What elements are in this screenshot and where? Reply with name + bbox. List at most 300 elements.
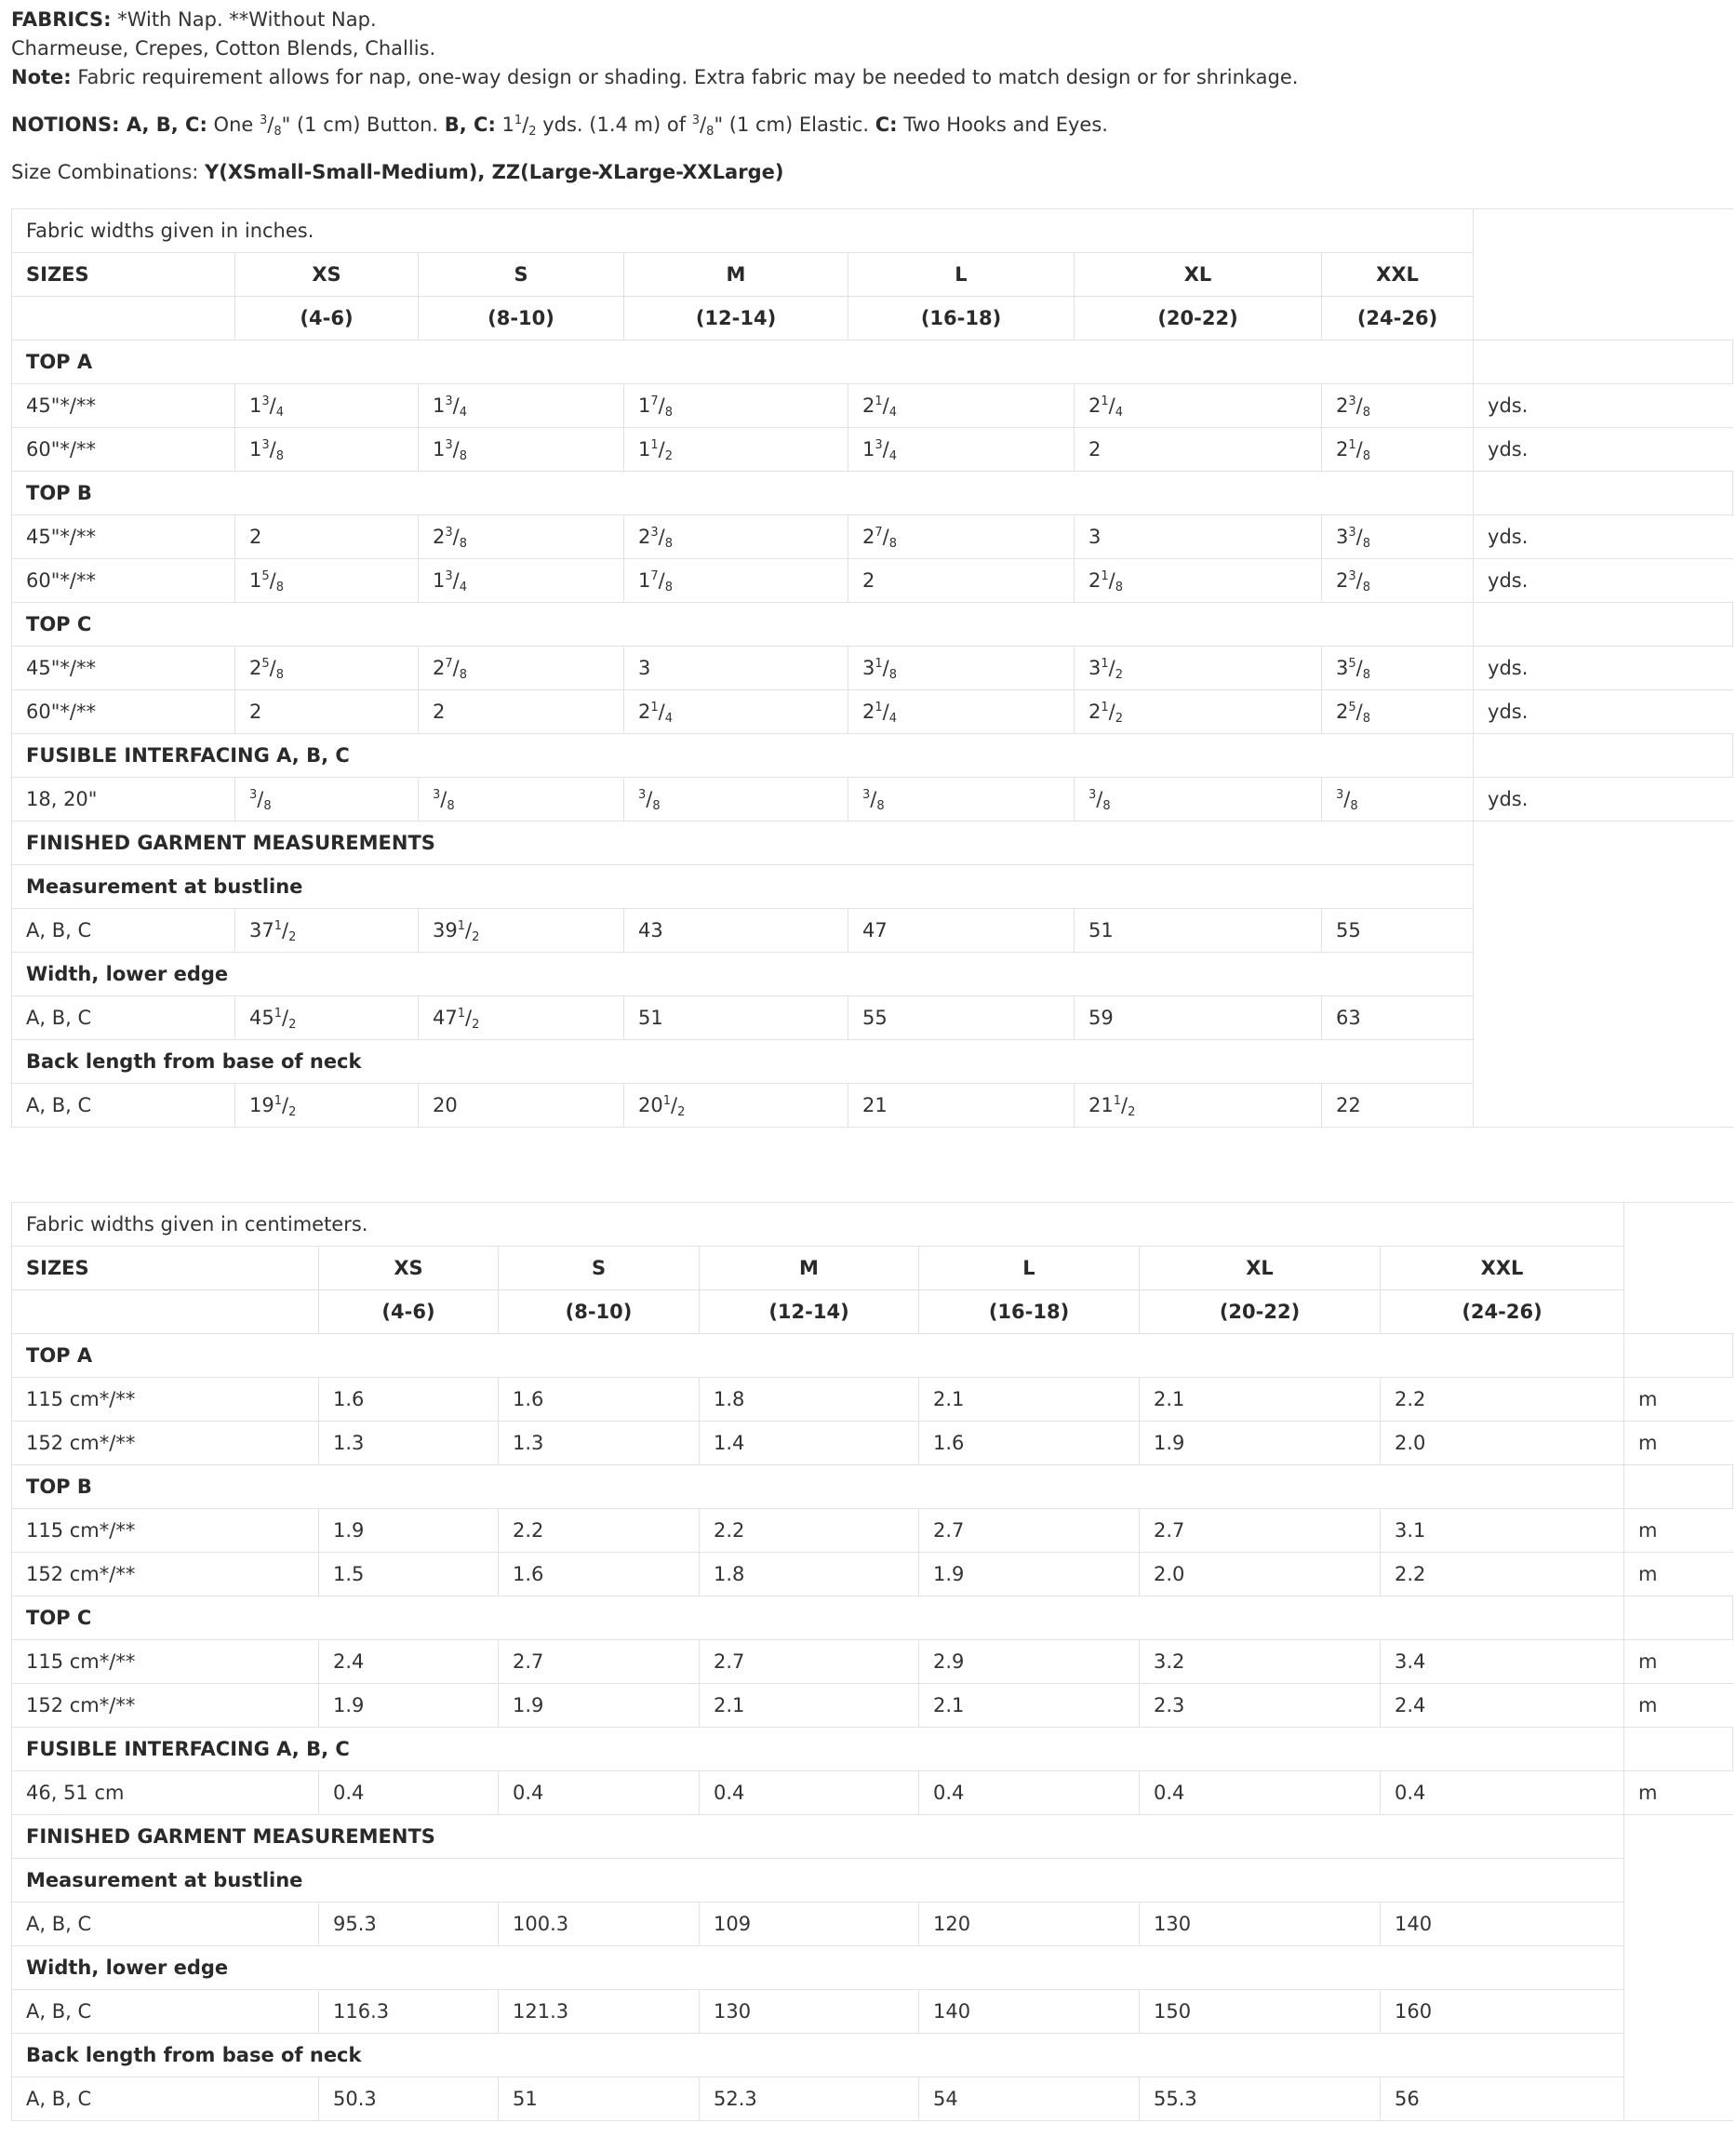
measurement-title: Width, lower edge (12, 953, 1474, 996)
fabric-width-label: 115 cm*/** (12, 1640, 319, 1684)
size-header: M (700, 1247, 919, 1290)
size-range: (20-22) (1075, 297, 1322, 341)
frac-denominator: 2 (1115, 668, 1124, 682)
measurement-value: 55 (1322, 909, 1474, 953)
frac-numerator: 1 (650, 438, 659, 452)
frac-denominator: 8 (706, 125, 714, 139)
yardage-value: 3.2 (1140, 1640, 1381, 1684)
yardage-value: $2^7/_8$ (848, 515, 1075, 559)
measurement-value: $45^1/_2$ (235, 996, 419, 1040)
frac-denominator: 2 (1115, 712, 1124, 726)
yardage-value: 0.4 (1381, 1771, 1624, 1815)
frac-numerator: 3 (445, 526, 453, 540)
size-header: S (419, 253, 624, 297)
fabric-table-inches (11, 208, 1733, 1128)
fabrics-line (11, 6, 1723, 34)
frac-denominator: 8 (1362, 449, 1371, 463)
views-label: A, B, C (12, 909, 235, 953)
frac-denominator: 8 (275, 581, 285, 594)
yardage-value: 2.1 (919, 1378, 1140, 1422)
section-title: TOP B (12, 1465, 1624, 1509)
fabric-width-label: 18, 20" (12, 778, 235, 821)
empty-cell (1474, 341, 1733, 384)
yardage-value: 1.6 (499, 1553, 700, 1596)
measurement-value: 56 (1381, 2077, 1624, 2121)
notions-b-label: B, C: (444, 114, 496, 136)
yardage-value: $^3/_8$ (419, 778, 624, 821)
size-range: (4-6) (235, 297, 419, 341)
table-row (12, 1640, 1733, 1684)
frac-numerator: 3 (862, 788, 871, 802)
frac-denominator: 2 (288, 930, 297, 944)
frac-denominator: 8 (1350, 799, 1358, 813)
yardage-value: 2.9 (919, 1640, 1140, 1684)
yardage-value: $2^1/_2$ (1075, 690, 1322, 734)
yardage-value: $2^3/_8$ (1322, 559, 1474, 603)
frac-denominator: 4 (664, 712, 674, 726)
section-title: FUSIBLE INTERFACING A, B, C (12, 734, 1474, 778)
frac-denominator: 2 (1128, 1105, 1136, 1119)
empty-cell (1624, 1596, 1733, 1640)
section-title-row (12, 341, 1733, 384)
yardage-value: 1.3 (499, 1422, 700, 1465)
yardage-value: $1^3/_4$ (419, 384, 624, 428)
unit-gap-cell (1624, 1815, 1733, 2121)
frac-denominator: 8 (263, 799, 272, 813)
frac-numerator: 3 (445, 569, 453, 583)
size-header: XL (1075, 253, 1322, 297)
measurement-value: 95.3 (319, 1903, 499, 1946)
sizes-header-row (12, 1247, 1733, 1290)
frac-numerator: 5 (261, 569, 270, 583)
yardage-value: 1.9 (319, 1509, 499, 1553)
measurement-title: Width, lower edge (12, 1946, 1624, 1990)
yardage-value: 2.1 (1140, 1378, 1381, 1422)
frac-numerator: 3 (445, 438, 453, 452)
unit-label: m (1624, 1640, 1733, 1684)
frac-denominator: 2 (664, 449, 674, 463)
yardage-value: 2 (848, 559, 1075, 603)
frac-denominator: 8 (1362, 668, 1371, 682)
unit-label: m (1624, 1378, 1733, 1422)
yardage-value: 0.4 (499, 1771, 700, 1815)
frac-denominator: 8 (1102, 799, 1111, 813)
size-header: XS (319, 1247, 499, 1290)
frac-numerator: 7 (445, 657, 453, 671)
size-header: M (624, 253, 848, 297)
yardage-value: 2.7 (1140, 1509, 1381, 1553)
frac-denominator: 2 (288, 1105, 297, 1119)
measurement-value: 121.3 (499, 1990, 700, 2034)
table-caption: Fabric widths given in inches. (12, 209, 1474, 253)
size-range: (16-18) (919, 1290, 1140, 1334)
yardage-value: 1.9 (499, 1684, 700, 1728)
frac-numerator: 3 (650, 526, 659, 540)
fabric-width-label: 152 cm*/** (12, 1422, 319, 1465)
measurement-value: 52.3 (700, 2077, 919, 2121)
yardage-value: 2.4 (1381, 1684, 1624, 1728)
yardage-value: $1^7/_8$ (624, 559, 848, 603)
yardage-value: $^3/_8$ (848, 778, 1075, 821)
frac-denominator: 8 (274, 125, 282, 139)
views-label: A, B, C (12, 996, 235, 1040)
table-row (12, 559, 1733, 603)
measurement-value: 55 (848, 996, 1075, 1040)
measurements-title: FINISHED GARMENT MEASUREMENTS (12, 821, 1474, 865)
yardage-value: $1^1/_2$ (624, 428, 848, 472)
yardage-value: $^3/_8$ (1075, 778, 1322, 821)
frac-denominator: 8 (664, 406, 674, 420)
size-header: L (919, 1247, 1140, 1290)
frac-numerator: 1 (1348, 438, 1356, 452)
frac-denominator: 4 (888, 406, 898, 420)
measurement-title-row (12, 2034, 1733, 2077)
notions-text: " (1 cm) Button. (281, 114, 445, 136)
frac-denominator: 2 (472, 1018, 480, 1032)
yardage-value: $3^5/_8$ (1322, 647, 1474, 690)
yardage-value: 1.9 (1140, 1422, 1381, 1465)
size-combo-label: Size Combinations: (11, 161, 206, 183)
sizes-label: SIZES (12, 253, 235, 297)
section-title: TOP A (12, 341, 1474, 384)
yardage-value: 1.6 (499, 1378, 700, 1422)
measurement-value: 120 (919, 1903, 1140, 1946)
frac-numerator: 3 (1348, 569, 1356, 583)
yardage-value: 2.3 (1140, 1684, 1381, 1728)
size-header: XL (1140, 1247, 1381, 1290)
frac-denominator: 4 (459, 406, 468, 420)
frac-numerator: 7 (650, 569, 659, 583)
unit-label: yds. (1474, 690, 1733, 734)
notions-c-label: C: (875, 114, 898, 136)
frac-denominator: 8 (1362, 712, 1371, 726)
measurement-value: 54 (919, 2077, 1140, 2121)
fabric-width-label: 45"*/** (12, 515, 235, 559)
yardage-value: 0.4 (700, 1771, 919, 1815)
frac-numerator: 5 (1348, 701, 1356, 714)
fabrics-text: *With Nap. **Without Nap. (111, 8, 377, 31)
unit-label: yds. (1474, 515, 1733, 559)
frac-numerator: 1 (1101, 657, 1109, 671)
frac-denominator: 4 (888, 712, 898, 726)
yardage-value: $2^1/_4$ (848, 384, 1075, 428)
frac-numerator: 1 (875, 701, 883, 714)
size-range: (24-26) (1322, 297, 1474, 341)
table-row (12, 690, 1733, 734)
yardage-value: $3^1/_2$ (1075, 647, 1322, 690)
yardage-value: 1.8 (700, 1378, 919, 1422)
measurement-value: $20^1/_2$ (624, 1084, 848, 1128)
unit-label: yds. (1474, 559, 1733, 603)
unit-label: yds. (1474, 428, 1733, 472)
unit-label: m (1624, 1422, 1733, 1465)
yardage-value: $2^3/_8$ (419, 515, 624, 559)
section-title-row (12, 1465, 1733, 1509)
unit-label: yds. (1474, 778, 1733, 821)
frac-denominator: 2 (677, 1105, 686, 1119)
frac-numerator: 1 (514, 114, 523, 127)
section-title: TOP A (12, 1334, 1624, 1378)
frac-denominator: 8 (888, 668, 898, 682)
size-header: L (848, 253, 1075, 297)
fabric-width-label: 115 cm*/** (12, 1378, 319, 1422)
fabric-width-label: 46, 51 cm (12, 1771, 319, 1815)
note-label: Note: (11, 66, 72, 88)
yardage-value: 1.4 (700, 1422, 919, 1465)
frac-numerator: 3 (445, 394, 453, 408)
frac-denominator: 8 (888, 537, 898, 551)
fabric-table-centimeters (11, 1202, 1733, 2121)
yardage-value: $2^1/_4$ (624, 690, 848, 734)
frac-numerator: 3 (433, 788, 441, 802)
unit-label: m (1624, 1684, 1733, 1728)
yardage-value: 2.1 (700, 1684, 919, 1728)
size-combinations-line (11, 158, 1723, 187)
measurement-value: 51 (499, 2077, 700, 2121)
size-range: (24-26) (1381, 1290, 1624, 1334)
notions-text: Two Hooks and Eyes. (897, 114, 1108, 136)
empty-cell (12, 1290, 319, 1334)
frac-numerator: 5 (1348, 657, 1356, 671)
yardage-value: $1^3/_4$ (419, 559, 624, 603)
measurement-value: 51 (1075, 909, 1322, 953)
measurement-value: 63 (1322, 996, 1474, 1040)
measurements-title: FINISHED GARMENT MEASUREMENTS (12, 1815, 1624, 1859)
frac-numerator: 5 (261, 657, 270, 671)
fabrics-label: FABRICS: (11, 8, 112, 31)
section-title-row (12, 1596, 1733, 1640)
unit-gap-cell (1474, 821, 1733, 1128)
table-row (12, 1509, 1733, 1553)
measurement-value: 20 (419, 1084, 624, 1128)
size-range: (8-10) (499, 1290, 700, 1334)
measurement-value: 22 (1322, 1084, 1474, 1128)
measurement-title-row (12, 1859, 1733, 1903)
frac-numerator: 3 (261, 394, 270, 408)
yardage-value: 2 (235, 690, 419, 734)
empty-cell (1624, 1334, 1733, 1378)
yardage-value: $^3/_8$ (624, 778, 848, 821)
measurement-value: 100.3 (499, 1903, 700, 1946)
yardage-value: $2^1/_4$ (1075, 384, 1322, 428)
empty-cell (1474, 472, 1733, 515)
empty-cell (1474, 734, 1733, 778)
yardage-value: $2^1/_8$ (1322, 428, 1474, 472)
measurement-title: Back length from base of neck (12, 1040, 1474, 1084)
section-title-row (12, 603, 1733, 647)
yardage-value: 3 (624, 647, 848, 690)
yardage-value: 2.2 (1381, 1553, 1624, 1596)
frac-denominator: 8 (1115, 581, 1124, 594)
yardage-value: 1.9 (919, 1553, 1140, 1596)
section-title: FUSIBLE INTERFACING A, B, C (12, 1728, 1624, 1771)
measurement-value: 130 (700, 1990, 919, 2034)
frac-numerator: 1 (1113, 1094, 1122, 1108)
yardage-value: 2.2 (1381, 1378, 1624, 1422)
note-text: Fabric requirement allows for nap, one-way design or shading. Extra fabric may be needed to match design or for shrinkage. (71, 66, 1299, 88)
table-row (12, 1422, 1733, 1465)
frac-numerator: 1 (457, 1007, 466, 1021)
yardage-value: $2^1/_8$ (1075, 559, 1322, 603)
size-range: (20-22) (1140, 1290, 1381, 1334)
yardage-value: 2.1 (919, 1684, 1140, 1728)
yardage-value: $1^3/_4$ (848, 428, 1075, 472)
unit-gap-cell (1474, 209, 1733, 341)
measurement-value: 51 (624, 996, 848, 1040)
frac-numerator: 1 (1101, 569, 1109, 583)
fabric-width-label: 60"*/** (12, 690, 235, 734)
section-title-row (12, 1728, 1733, 1771)
size-header: XS (235, 253, 419, 297)
frac-numerator: 1 (457, 919, 466, 933)
yardage-value: 2.2 (700, 1509, 919, 1553)
notions-text: " (1 cm) Elastic. (714, 114, 875, 136)
measurements-title-row (12, 821, 1733, 865)
yardage-value: $1^3/_4$ (235, 384, 419, 428)
measurement-value: 59 (1075, 996, 1322, 1040)
pattern-notes (11, 6, 1723, 187)
frac-numerator: 1 (1101, 394, 1109, 408)
table-row (12, 515, 1733, 559)
frac-denominator: 8 (664, 537, 674, 551)
measurement-title-row (12, 1946, 1733, 1990)
measurement-value: 50.3 (319, 2077, 499, 2121)
frac-numerator: 3 (259, 114, 268, 127)
frac-numerator: 1 (875, 394, 883, 408)
measurement-value: $39^1/_2$ (419, 909, 624, 953)
yardage-value: 2.7 (919, 1509, 1140, 1553)
measurement-value: 140 (919, 1990, 1140, 2034)
measurement-value: $47^1/_2$ (419, 996, 624, 1040)
frac-numerator: 1 (662, 1094, 672, 1108)
unit-gap-cell (1624, 1203, 1733, 1334)
measurement-value: 21 (848, 1084, 1075, 1128)
frac-denominator: 8 (459, 668, 468, 682)
measurement-value: 130 (1140, 1903, 1381, 1946)
notions-text: 1 (495, 114, 514, 136)
frac-numerator: 7 (875, 526, 883, 540)
size-header: XXL (1322, 253, 1474, 297)
table-caption: Fabric widths given in centimeters. (12, 1203, 1624, 1247)
measurement-title: Back length from base of neck (12, 2034, 1624, 2077)
yardage-value: $2^3/_8$ (624, 515, 848, 559)
caption-row (12, 209, 1733, 253)
yardage-value: $1^7/_8$ (624, 384, 848, 428)
table-row (12, 1771, 1733, 1815)
measurement-value: 47 (848, 909, 1075, 953)
frac-denominator: 2 (288, 1018, 297, 1032)
frac-numerator: 1 (650, 701, 659, 714)
fabric-width-label: 60"*/** (12, 428, 235, 472)
table-row (12, 1990, 1733, 2034)
section-title-row (12, 472, 1733, 515)
yardage-value: $1^5/_8$ (235, 559, 419, 603)
fabric-width-label: 152 cm*/** (12, 1684, 319, 1728)
yardage-value: 1.8 (700, 1553, 919, 1596)
fabric-list: Charmeuse, Crepes, Cotton Blends, Challis. (11, 37, 436, 60)
yardage-value: 2.7 (700, 1640, 919, 1684)
size-header: XXL (1381, 1247, 1624, 1290)
frac-denominator: 8 (459, 449, 468, 463)
fabric-width-label: 60"*/** (12, 559, 235, 603)
frac-numerator: 3 (249, 788, 258, 802)
yardage-value: 2.4 (319, 1640, 499, 1684)
notions-label: NOTIONS: A, B, C: (11, 114, 207, 136)
measurement-value: $21^1/_2$ (1075, 1084, 1322, 1128)
note-line (11, 63, 1723, 92)
measurements-title-row (12, 1815, 1733, 1859)
yardage-value: $2^3/_8$ (1322, 384, 1474, 428)
yardage-value: $3^1/_8$ (848, 647, 1075, 690)
frac-denominator: 8 (664, 581, 674, 594)
measurement-value: 109 (700, 1903, 919, 1946)
section-title-row (12, 734, 1733, 778)
measurement-value: $37^1/_2$ (235, 909, 419, 953)
frac-numerator: 1 (274, 1007, 283, 1021)
notions-line: NOTIONS: A, B, C: One $^3/_8$" (1 cm) Button. B, C: $1^1/_2$ yds. (1.4 m) of $^3/_8$" (1 cm) Elastic. C: Two Hooks and Eyes. (11, 114, 1108, 139)
yardage-value: $2^5/_8$ (235, 647, 419, 690)
yardage-value: 3 (1075, 515, 1322, 559)
frac-denominator: 8 (1362, 406, 1371, 420)
frac-denominator: 4 (459, 581, 468, 594)
fabric-width-label: 115 cm*/** (12, 1509, 319, 1553)
size-range: (16-18) (848, 297, 1075, 341)
size-range: (8-10) (419, 297, 624, 341)
frac-denominator: 8 (652, 799, 661, 813)
table-row (12, 384, 1733, 428)
table-row (12, 1684, 1733, 1728)
frac-numerator: 1 (274, 919, 283, 933)
section-title: TOP C (12, 603, 1474, 647)
frac-numerator: 3 (261, 438, 270, 452)
frac-denominator: 8 (275, 449, 285, 463)
unit-label: m (1624, 1771, 1733, 1815)
table-row (12, 778, 1733, 821)
frac-numerator: 3 (1348, 526, 1356, 540)
frac-numerator: 1 (274, 1094, 283, 1108)
frac-denominator: 8 (447, 799, 455, 813)
measurement-title: Measurement at bustline (12, 1859, 1624, 1903)
unit-label: m (1624, 1509, 1733, 1553)
frac-numerator: 3 (691, 114, 701, 127)
frac-denominator: 8 (876, 799, 885, 813)
table-row (12, 428, 1733, 472)
yardage-value: $2^5/_8$ (1322, 690, 1474, 734)
yardage-value: 1.9 (319, 1684, 499, 1728)
frac-denominator: 4 (888, 449, 898, 463)
yardage-value: $1^3/_8$ (235, 428, 419, 472)
yardage-value: 2 (235, 515, 419, 559)
size-range: (12-14) (700, 1290, 919, 1334)
yardage-value: 0.4 (919, 1771, 1140, 1815)
fabric-width-label: 45"*/** (12, 384, 235, 428)
caption-row (12, 1203, 1733, 1247)
yardage-value: $3^3/_8$ (1322, 515, 1474, 559)
empty-cell (1624, 1728, 1733, 1771)
yardage-value: 1.6 (319, 1378, 499, 1422)
section-title: TOP B (12, 472, 1474, 515)
section-title-row (12, 1334, 1733, 1378)
frac-denominator: 8 (459, 537, 468, 551)
yardage-value: 1.5 (319, 1553, 499, 1596)
empty-cell (12, 297, 235, 341)
frac-numerator: 3 (1088, 788, 1097, 802)
unit-label: yds. (1474, 384, 1733, 428)
table-row (12, 1378, 1733, 1422)
yardage-value: 0.4 (1140, 1771, 1381, 1815)
frac-numerator: 3 (875, 438, 883, 452)
views-label: A, B, C (12, 1084, 235, 1128)
